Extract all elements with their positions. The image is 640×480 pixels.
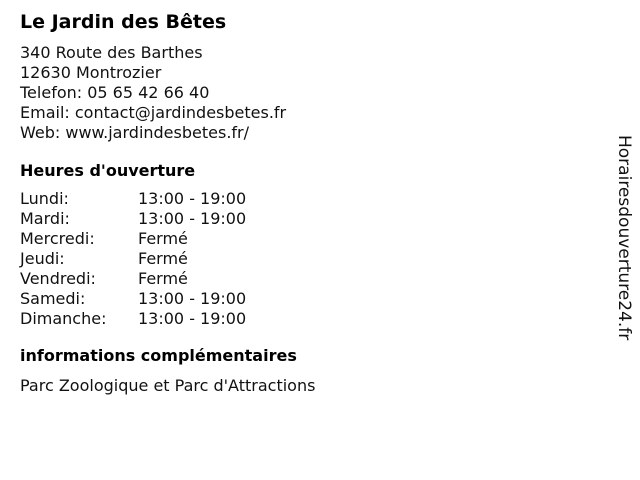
time-value: 13:00 - 19:00 <box>138 209 247 228</box>
day-label: Lundi: <box>20 189 69 208</box>
day-label: Mardi: <box>20 209 70 228</box>
business-card <box>20 10 580 396</box>
hours-row-monday <box>20 189 580 209</box>
address-city: 12630 Montrozier <box>20 63 162 82</box>
website: Web: www.jardindesbetes.fr/ <box>20 123 249 142</box>
hours-row-friday <box>20 269 580 289</box>
day-label: Dimanche: <box>20 309 107 328</box>
email-address: Email: contact@jardindesbetes.fr <box>20 103 287 122</box>
day-label: Samedi: <box>20 289 86 308</box>
info-description: Parc Zoologique et Parc d'Attractions <box>20 376 316 395</box>
day-label: Mercredi: <box>20 229 95 248</box>
business-name: Le Jardin des Bêtes <box>20 11 227 33</box>
hours-row-thursday <box>20 249 580 269</box>
hours-table <box>20 189 580 329</box>
brand-watermark: Horairesdouverture24.fr <box>614 135 634 341</box>
hours-row-tuesday <box>20 209 580 229</box>
day-label: Vendredi: <box>20 269 96 288</box>
address-street: 340 Route des Barthes <box>20 43 203 62</box>
time-value: Fermé <box>138 269 188 288</box>
hours-row-wednesday <box>20 229 580 249</box>
time-value: Fermé <box>138 229 188 248</box>
time-value: 13:00 - 19:00 <box>138 189 247 208</box>
contact-block <box>20 43 580 143</box>
day-label: Jeudi: <box>20 249 65 268</box>
hours-row-saturday <box>20 289 580 309</box>
info-heading: informations complémentaires <box>20 346 297 365</box>
hours-heading: Heures d'ouverture <box>20 161 196 180</box>
hours-row-sunday <box>20 309 580 329</box>
time-value: 13:00 - 19:00 <box>138 289 247 308</box>
time-value: Fermé <box>138 249 188 268</box>
phone-number: Telefon: 05 65 42 66 40 <box>20 83 210 102</box>
time-value: 13:00 - 19:00 <box>138 309 247 328</box>
